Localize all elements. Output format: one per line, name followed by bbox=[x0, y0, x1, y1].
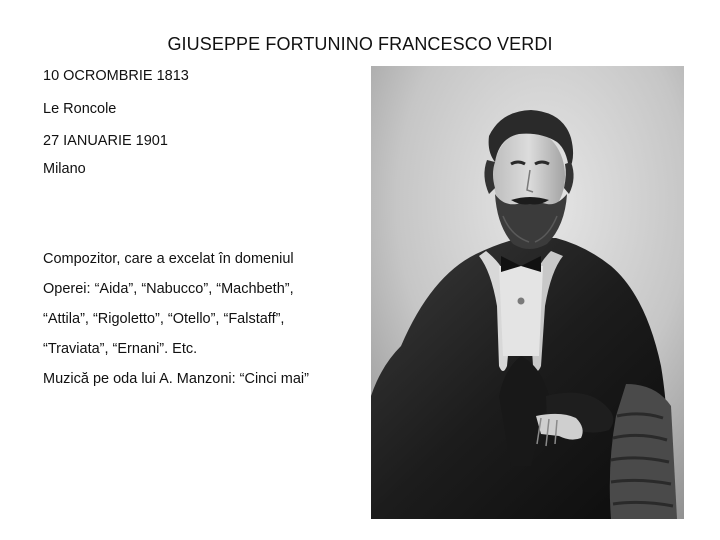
operas-line: Operei: “Aida”, “Nabucco”, “Machbeth”, bbox=[43, 281, 294, 297]
birth-place: Le Roncole bbox=[43, 101, 117, 117]
slide-title: GIUSEPPE FORTUNINO FRANCESCO VERDI bbox=[167, 34, 553, 54]
verdi-portrait-photo bbox=[371, 66, 684, 519]
birth-date: 10 OCROMBRIE 1813 bbox=[43, 68, 189, 84]
death-date: 27 IANUARIE 1901 bbox=[43, 133, 168, 149]
manzoni-line: Muzică pe oda lui A. Manzoni: “Cinci mai” bbox=[43, 371, 309, 387]
death-place: Milano bbox=[43, 161, 86, 177]
operas-line: “Traviata”, “Ernani”. Etc. bbox=[43, 341, 198, 357]
operas-line: “Attila”, “Rigoletto”, “Otello”, “Falstaff”, bbox=[43, 311, 285, 327]
description-line: Compozitor, care a excelat în domeniul bbox=[43, 251, 294, 267]
